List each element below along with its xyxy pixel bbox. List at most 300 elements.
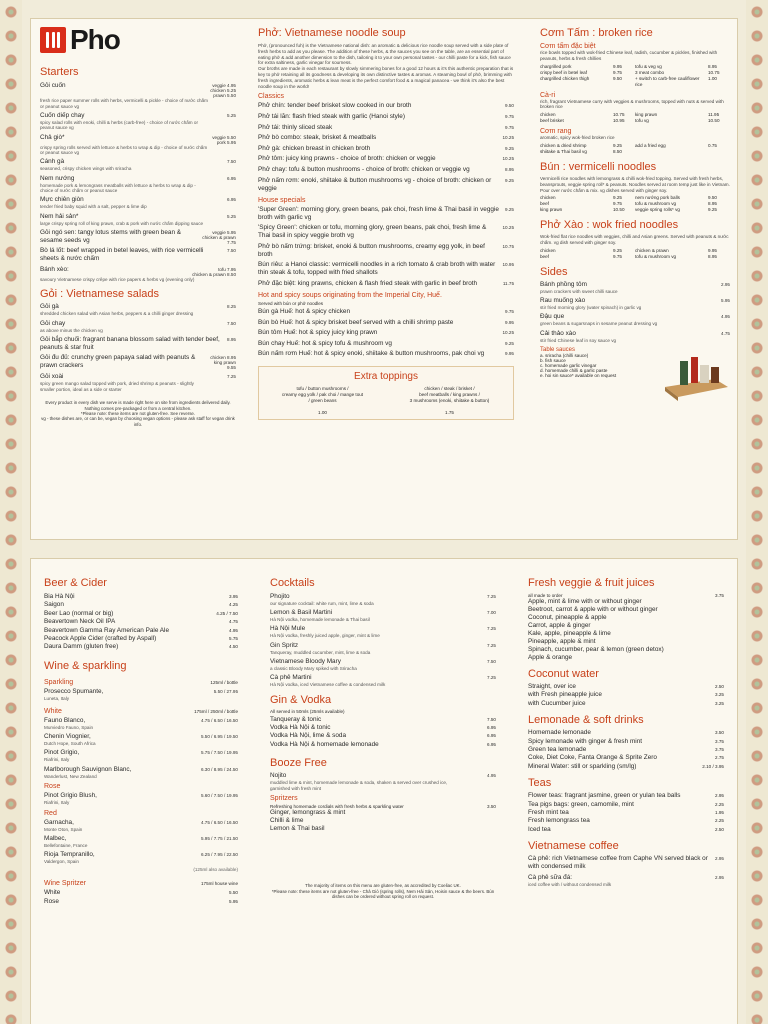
drink-row	[528, 792, 724, 800]
rose-heading: Rose	[44, 783, 61, 791]
grid-price: 9.75	[613, 201, 622, 207]
soup-row	[258, 155, 514, 163]
tea-list	[528, 792, 724, 834]
drink-item-desc: Hà Nội vodka, homemade lemonade & Thai basil	[270, 617, 370, 623]
wine-item	[44, 835, 238, 849]
spritzer-flavour: Chilli & lime	[270, 817, 304, 825]
gin-vodka-heading: Gin & Vodka	[270, 693, 332, 706]
side-row	[540, 313, 730, 321]
drink-price: 2.25	[715, 818, 724, 824]
comtam-sub: Cơm tấm đặc biệt	[540, 43, 596, 50]
menu-item	[40, 373, 236, 392]
wine-item	[44, 733, 238, 747]
drink-name: Saigon	[44, 601, 64, 609]
drink-price: 6.95	[487, 733, 496, 739]
item-desc: crispy spring rolls served with lettuce & herbs to wrap & dip - choice of nước chấm or peanut sauce vg	[40, 144, 208, 156]
wine-price: 5.95 / 7.75 / 21.50	[200, 835, 238, 841]
price-grid-row	[540, 118, 730, 124]
grid-price: 9.50	[708, 195, 717, 201]
drink-item-price: 2.95	[715, 874, 724, 880]
soup-price: 10.25	[502, 330, 514, 336]
cari-desc: rich, fragrant Vietnamese curry with veggies & mushrooms, topped with nuts & served with broken rice	[540, 98, 724, 110]
grid-price: 9.25	[613, 142, 622, 148]
extra-toppings-heading: Extra toppings	[354, 371, 418, 383]
wine-price: 5.60 / 7.50 / 19.95	[200, 793, 238, 799]
wine-origin: Monte Oton, Spain	[44, 826, 83, 832]
grid-price: 10.75	[708, 69, 720, 75]
menu-item-row	[40, 213, 236, 221]
grid-price: 9.25	[613, 195, 622, 201]
drink-name: Spicy lemonade with ginger & fresh mint	[528, 737, 643, 745]
rice-noodle-column	[540, 24, 730, 538]
drink-name: Bia Hà Nội	[44, 593, 75, 600]
item-price: 7.50	[227, 159, 236, 165]
drink-item-row	[528, 874, 724, 882]
sauce-item: c. homemade garlic vinegar	[540, 363, 597, 369]
drink-price: 5.50	[229, 890, 238, 896]
gin-vodka-list	[270, 716, 496, 750]
drink-item-desc: iced coffee with / without condensed milk	[528, 881, 612, 887]
grid-label: king prawn	[635, 112, 658, 118]
drink-price: 4.25	[229, 602, 238, 608]
wine-name: Garnacha,	[44, 818, 74, 826]
soup-price: 9.25	[505, 145, 514, 151]
sides-heading: Sides	[540, 265, 568, 278]
drink-item-row	[270, 772, 496, 780]
item-price: 7.50	[227, 248, 236, 254]
drink-price: 6.95	[487, 741, 496, 747]
item-name: Bánh xèo:	[40, 265, 69, 273]
drink-name: Tanqueray & tonic	[270, 715, 322, 723]
drink-price: 2.50	[715, 826, 724, 832]
juice-item: Carrot, apple & ginger	[528, 622, 591, 629]
menu-item-row	[40, 336, 236, 352]
bun-heading: Bún : vermicelli noodles	[540, 160, 657, 173]
grid-price: 10.95	[613, 118, 625, 124]
item-desc: as above minus the chicken vg	[40, 327, 103, 333]
wine-row	[44, 792, 238, 800]
price-grid-row	[540, 76, 730, 88]
teas-heading: Teas	[528, 777, 552, 790]
item-name: Gỏi chay	[40, 319, 66, 327]
drink-row	[528, 801, 724, 809]
drink-name: White	[44, 889, 61, 897]
item-price: veggie 5.95 chicken & prawn 7.75	[202, 229, 236, 245]
item-price: chicken 8.95 king prawn 9.55	[210, 355, 236, 371]
drink-item-price: 7.25	[487, 674, 496, 680]
white-row	[44, 704, 238, 717]
item-name: Gỏi đu đủ: crunchy green papaya salad with peanuts & prawn crackers	[40, 354, 196, 370]
drink-row	[528, 746, 724, 754]
side-item	[540, 297, 730, 311]
menu-item	[40, 82, 236, 109]
soup-row	[258, 206, 514, 222]
wine-price: 6.25 / 7.95 / 22.50	[200, 852, 238, 858]
footer-note: The majority of items on this menu are gluten-free, as accredited by Coeliac UK. *Please note: these items are not gluten-free - Chả Giò (spring rolls), Nem Hải Sản, Hoisin sauce & the beers. Bún dishes can be ordered without spring roll on request.	[271, 883, 495, 900]
menu-item-row	[40, 320, 236, 328]
spritzers-heading: Spritzers	[270, 795, 298, 803]
item-price: 8.95	[227, 336, 236, 342]
drink-item-row	[270, 625, 496, 633]
drink-item-name: Cà phê sữa đá:	[528, 873, 573, 881]
wine-origin: Bellefontaine, France	[44, 842, 88, 848]
item-desc: shredded chicken salad with Asian herbs, peppers & a chilli ginger dressing	[40, 311, 194, 317]
soup-name: Bún bò Huế: hot & spicy brisket beef served with a chilli shrimp paste	[258, 318, 454, 326]
drink-item-row	[270, 658, 496, 666]
beer-heading: Beer & Cider	[44, 577, 107, 589]
drink-item-desc: Hà Nội vodka, freshly juiced apple, ginger, mint & lime	[270, 633, 380, 639]
sparkling-heading: Sparkling	[44, 678, 74, 686]
cocktail-list	[270, 593, 496, 688]
sauce-item: a. sriracha (chilli sauce)	[540, 353, 589, 359]
spritzers-price: 3.50	[487, 804, 496, 810]
side-desc: green beans & sugarsnaps in sesame peanut dressing vg	[540, 321, 658, 327]
coconut-heading: Coconut water	[528, 668, 599, 680]
white-wine-list	[44, 717, 238, 779]
item-name: Mực chiên giòn	[40, 196, 84, 204]
soup-row	[258, 224, 514, 240]
soup-price: 9.25	[505, 340, 514, 346]
menu-item	[40, 336, 236, 352]
item-name: Cuốn diếp chay	[40, 111, 85, 119]
juice-item: Coconut, pineapple & apple	[528, 614, 607, 621]
item-name: Gỏi bắp chuối: fragrant banana blossom salad with tender beef, peanuts & star fruit	[40, 335, 220, 351]
drink-price: 5.95	[229, 898, 238, 904]
soup-name: Phở chay: tofu & button mushrooms - choice of broth: chicken or veggie vg	[258, 165, 470, 173]
drink-name: Iced tea	[528, 825, 551, 833]
grid-price: 8.95	[708, 253, 717, 259]
wine-row	[44, 851, 238, 859]
wine-row	[44, 749, 238, 757]
drink-price: 3.25	[715, 692, 724, 698]
item-price: 8.25	[227, 304, 236, 310]
side-price: 2.95	[721, 281, 730, 287]
item-desc: fresh rice paper summer rolls with herbs, vermicelli & pickle - choice of nước chấm or peanut sauce vg	[40, 98, 208, 109]
menu-item-row	[40, 354, 236, 370]
grid-label: 3 meat combo	[635, 69, 665, 75]
cocktails-column	[270, 574, 496, 1024]
grid-price: 1.00	[708, 75, 717, 81]
sauce-item: b. fish sauce	[540, 358, 566, 364]
spritzer-list	[44, 889, 238, 906]
item-price: 6.95	[227, 175, 236, 181]
chopsticks-icon	[40, 27, 66, 53]
side-desc: stir fried Chinese leaf in soy sauce vg	[540, 337, 617, 343]
side-name: Đậu que	[540, 313, 565, 321]
juice-item: Kale, apple, pineapple & lime	[528, 630, 611, 637]
wine-row	[44, 688, 238, 696]
comtam-price-grid	[540, 64, 730, 88]
rose-wine-list	[44, 792, 238, 806]
spritzers-list	[270, 809, 496, 833]
menu-item-row	[40, 82, 236, 98]
comtam-heading: Cơm Tấm : broken rice	[540, 27, 653, 39]
soup-price: 9.95	[505, 319, 514, 325]
wine-origin: Luneta, Italy	[44, 695, 70, 701]
drink-item-desc: Hà Nội vodka, iced Vietnamese coffee & condensed milk	[270, 681, 386, 687]
soup-row	[258, 329, 514, 337]
drink-price: 2.50	[715, 684, 724, 689]
drink-price: 6.95	[487, 724, 496, 730]
salads-list	[40, 303, 236, 392]
brand-logo	[40, 24, 236, 56]
drink-row	[44, 593, 238, 601]
spritzer-size-header: 175ml house wine	[200, 881, 238, 887]
bun-desc: Vermicelli rice noodles with lemongrass & chilli wok-fried topping. Served with fresh herbs, beansprouts, veggie spring roll* & peanuts. Noodles served at room temp just like in Vietnam. Pour over nước chấm & mix. vg dishes served with ginger soy.	[540, 175, 730, 193]
drink-price: 2.75	[715, 755, 724, 761]
drink-price: 2.95	[715, 793, 724, 799]
soup-row	[258, 340, 514, 348]
drink-row	[528, 729, 724, 737]
drink-name: Green tea lemonade	[528, 746, 587, 754]
juice-item: Apple & orange	[528, 654, 573, 661]
drink-row	[44, 889, 238, 897]
drink-name: Beavertown Neck Oil IPA	[44, 618, 116, 626]
lemonade-list	[528, 729, 724, 771]
wine-price: 5.50 / 6.95 / 19.50	[200, 734, 238, 740]
drink-item	[270, 658, 496, 672]
wine-origin: Dutch Hope, South Africa	[44, 741, 96, 747]
soup-name: Phở nấm rơm: enoki, shiitake & button mushrooms vg - choice of broth: chicken or veggie	[258, 176, 492, 192]
sides-list	[540, 281, 730, 343]
drink-name: Homemade lemonade	[528, 729, 591, 737]
drink-name: Vodka Hà Nội, lime & soda	[270, 732, 347, 740]
spritzer-flavour: Lemon & Thai basil	[270, 825, 325, 833]
item-name: Gỏi gà	[40, 303, 59, 311]
soup-row	[258, 145, 514, 153]
drink-item-price: 7.25	[487, 642, 496, 648]
wine-name: Malbec,	[44, 834, 67, 842]
grid-price: 9.75	[613, 253, 622, 259]
soup-name: Phở chín: tender beef brisket slow cooked in our broth	[258, 102, 412, 110]
item-price: 7.25	[227, 374, 236, 380]
wine-origin: Valdergon, Spain	[44, 859, 79, 865]
wine-origin: Murviedro Fauno, Spain	[44, 725, 94, 731]
wine-origin: Riafrini, Italy	[44, 757, 70, 763]
soup-row	[258, 280, 514, 288]
drink-item-price: 7.00	[487, 610, 496, 616]
item-desc: spicy salad rolls with enoki, chilli & herbs (carb-free) - choice of nước chấm or peanut sauce vg	[40, 119, 198, 131]
drink-price: 4.75	[229, 619, 238, 625]
item-name: Nem hải sản*	[40, 212, 79, 220]
drink-price: 3.50	[715, 730, 724, 736]
specials-list	[258, 206, 514, 288]
specials-heading: House specials	[258, 196, 306, 204]
grid-label: beef	[540, 253, 549, 259]
wine-item	[44, 851, 238, 865]
drink-item-row	[270, 593, 496, 601]
beer-wine-column	[44, 574, 238, 1024]
menu-item	[40, 266, 236, 283]
red-heading: Red	[44, 809, 57, 817]
soup-row	[258, 124, 514, 132]
soup-name: Bún tôm Huế: hot & spicy juicy king prawn	[258, 329, 378, 337]
item-desc: savoury Vietnamese crispy crêpe with rice papers & herbs vg (evening only)	[40, 276, 195, 282]
drink-item-name: Cà phê Martini	[270, 673, 312, 681]
drink-price: 3.25	[715, 700, 724, 706]
side-row	[540, 330, 730, 338]
drink-row	[528, 738, 724, 746]
grid-price: 9.75	[613, 69, 622, 75]
brand-name: Pho	[70, 24, 120, 55]
red-wine-list	[44, 819, 238, 865]
menu-item-row	[40, 303, 236, 311]
grid-label: tofu & mushroom vg	[635, 253, 677, 259]
item-name: Bò lá lốt: beef wrapped in betel leaves, with rice vermicelli sheets & nước chấm	[40, 247, 204, 263]
drink-price: 1.95	[715, 810, 724, 816]
cari-price-grid	[540, 112, 730, 124]
wine-name: Marlborough Sauvignon Blanc,	[44, 765, 132, 773]
classics-heading: Classics	[258, 93, 285, 101]
white-heading: White	[44, 708, 62, 716]
drink-price: 2.10 / 3.95	[702, 763, 724, 769]
wine-availability-note: (125ml also available)	[193, 867, 238, 873]
drink-row	[44, 601, 238, 609]
menu-item-row	[40, 112, 236, 120]
item-price: 5.25	[227, 213, 236, 219]
drink-name: Beavertown Gamma Ray American Pale Ale	[44, 626, 170, 634]
beer-list	[44, 593, 238, 652]
drink-row	[270, 716, 496, 724]
drink-name: Daura Damm (gluten free)	[44, 643, 119, 651]
extras-group-a	[263, 386, 382, 415]
drink-name: Rose	[44, 897, 59, 905]
item-price: veggie 4.95 chicken 5.25 prawn 5.50	[210, 83, 236, 98]
item-name: Gỏi cuốn	[40, 82, 66, 89]
wine-price: 4.75 / 6.50 / 16.50	[200, 718, 238, 724]
soup-price: 8.95	[505, 166, 514, 172]
hue-heading: Hot and spicy soups originating from the Imperial City, Huế.	[258, 291, 442, 299]
bun-price-grid	[540, 195, 730, 213]
grid-label: chicken & prawn	[635, 247, 669, 253]
soup-row	[258, 350, 514, 358]
wine-item	[44, 688, 238, 702]
coffee-heading: Vietnamese coffee	[528, 840, 619, 853]
drink-name: Fresh mint tea	[528, 809, 569, 817]
drink-price: 4.25 / 7.50	[216, 610, 238, 616]
drink-item-name: Nojito	[270, 772, 287, 780]
soup-row	[258, 102, 514, 110]
item-name: Gỏi xoài	[40, 373, 64, 381]
coconut-list	[528, 683, 724, 708]
wine-heading: Wine & sparkling	[44, 659, 127, 672]
side-item	[540, 281, 730, 295]
drink-name: Flower teas: fragrant jasmine, green or yulan tea balls	[528, 792, 681, 800]
sauce-bottles-illustration	[660, 347, 730, 401]
item-desc: seasoned, crispy chicken wings with sriracha	[40, 166, 132, 172]
grid-price: 8.50	[613, 148, 622, 154]
soup-row	[258, 177, 514, 193]
menu-item-row	[40, 175, 236, 183]
starters-column	[40, 24, 236, 538]
drink-row	[528, 809, 724, 817]
side-price: 4.75	[721, 330, 730, 336]
wine-item	[44, 766, 238, 780]
drink-item-price: 7.25	[487, 594, 496, 599]
drink-row	[528, 700, 724, 708]
soup-name: Bún nấm rơm Huế: hot & spicy enoki, shiitake & button mushrooms, pak choi vg	[258, 350, 485, 358]
drink-name: Vodka Hà Nội & homemade lemonade	[270, 740, 379, 748]
drink-name: with Cucumber juice	[528, 699, 586, 707]
extras-b-items: chicken / steak / brisket / beef meatballs / king prawns / 3 mushrooms (enoki, shiitake & button)	[409, 386, 490, 404]
drink-name: Straight, over ice	[528, 683, 576, 690]
grid-label: + switch to carb-free cauliflower rice	[635, 75, 700, 87]
spritzer-row	[44, 876, 238, 889]
wine-name: Prosecco Spumante,	[44, 687, 104, 695]
drink-row	[44, 635, 238, 643]
drink-price: 5.75	[229, 636, 238, 642]
wine-row	[44, 819, 238, 827]
grid-price: 9.95	[708, 247, 717, 253]
drink-name: with Fresh pineapple juice	[528, 691, 602, 699]
grid-price: 0.75	[708, 142, 717, 148]
drink-item-name: Vietnamese Bloody Mary	[270, 657, 341, 665]
soup-price: 9.75	[505, 113, 514, 119]
drink-item-price: 2.95	[715, 856, 724, 862]
grid-price: 9.50	[613, 75, 622, 81]
soup-name: Bún gà Huế: hot & spicy chicken	[258, 307, 351, 315]
price-grid-row	[540, 207, 730, 213]
lemonade-heading: Lemonade & soft drinks	[528, 714, 644, 727]
drink-row	[528, 826, 724, 834]
menu-item-row	[40, 196, 236, 204]
menu-item	[40, 112, 236, 131]
soup-price: 9.95	[505, 351, 514, 357]
menu-item	[40, 196, 236, 210]
price-grid-row	[540, 149, 730, 155]
juice-list	[528, 598, 724, 662]
wine-price: 4.75 / 6.50 / 16.50	[200, 819, 238, 825]
item-price: 5.25	[227, 112, 236, 118]
drink-item	[270, 674, 496, 688]
menu-item-row	[40, 373, 236, 381]
side-name: Bánh phồng tôm	[540, 280, 587, 288]
booze-free-heading: Booze Free	[270, 757, 327, 770]
drink-item	[270, 642, 496, 656]
juices-heading: Fresh veggie & fruit juices	[528, 577, 655, 589]
grid-label: chicken	[540, 195, 556, 201]
drink-item	[270, 772, 496, 791]
soup-row	[258, 166, 514, 174]
menu-item-row	[40, 266, 236, 277]
item-name: Chả giò*	[40, 133, 65, 141]
drink-price: 4.50	[229, 644, 238, 650]
juice-item: Spinach, cucumber, pear & lemon (green detox)	[528, 646, 664, 653]
pho-intro: Phở, (pronounced fuh) is the Vietnamese national dish: an aromatic & delicious rice noodle soup served with a side plate of fresh herbs to add as you please. The addition of these herbs, & the sauces you see on the table, are an essential part of eating phở & add another dimension to the dish, tailoring it to your own personal tastes - our chilli paste for a kick, fish sauce for extra saltiness, garlic vinegar for sourness. Our broths are made in each restaurant by slowly simmering bones for a good 12 hours & it's this authentic preparation that is key to phở retaining all its goodness & developing its own distinctive tastes & aromas. A steaming bowl of phở, brimming with fresh ingredients, aromatic herbs & lean meat is the perfect comfort food & a magical panacea - we think it's also the best noodle soup in the world!	[258, 43, 514, 89]
grid-label: tofu vg	[635, 118, 649, 124]
rang-desc: aromatic, spicy wok-fried broken rice	[540, 135, 615, 141]
drink-row	[528, 683, 724, 691]
juice-item: Pineapple, apple & mint	[528, 638, 596, 645]
grid-price: 8.95	[708, 63, 717, 69]
side-name: Rau muống xào	[540, 297, 586, 305]
wine-item	[44, 717, 238, 731]
juice-item: Beetroot, carrot & apple with or without ginger	[528, 606, 658, 613]
soup-price: 10.25	[502, 225, 514, 231]
drink-item	[270, 593, 496, 607]
side-item	[540, 313, 730, 327]
menu-item	[40, 134, 236, 156]
grid-price: 10.50	[708, 118, 720, 124]
phoxao-desc: Wok-fried flat rice noodles with veggies, chilli and Asian greens. Served with peanuts & nước chấm. vg dish served with ginger soy.	[540, 234, 729, 246]
side-desc: stir fried morning glory (water spinach) in garlic vg	[540, 305, 642, 311]
wine-name: Pinot Grigio Blush,	[44, 792, 97, 800]
drink-row	[44, 627, 238, 635]
grid-label: tofu & mushroom vg	[635, 201, 677, 207]
table-sauces-block	[540, 347, 730, 401]
menu-item	[40, 229, 236, 245]
menu-item	[40, 213, 236, 227]
